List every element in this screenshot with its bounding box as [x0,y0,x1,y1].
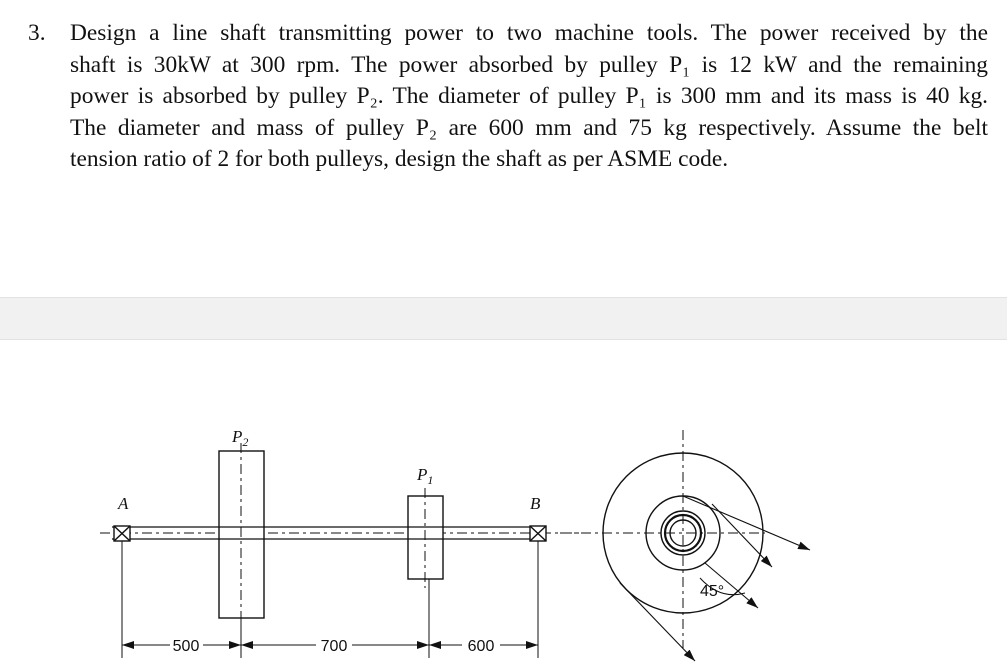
dimension-700: 700 [320,638,348,655]
problem-line: Design a line shaft transmitting power to two machine tools. The power received by the [70,20,988,46]
bearing-a [114,526,130,541]
pulley-p1-label: $P_1$ [417,465,434,487]
pulley-p2-label: $P_2$ [232,427,249,449]
problem-text [70,18,988,176]
bearing-a-label: A [118,494,129,513]
bearing-b-label: B [530,494,541,513]
problem-line: shaft is 30kW at 300 rpm. The power absorbed by pulley P₁ is 12 kW and the remaining [70,51,988,78]
pulley-end-view [560,430,765,648]
problem-line: The diameter and mass of pulley P₂ are 600 mm and 75 kg respectively. Assume the belt [70,114,988,141]
problem-number: 3. [28,20,46,46]
section-divider [0,297,1007,340]
dimension-500: 500 [172,638,200,655]
problem-line: tension ratio of 2 for both pulleys, design the shaft as per ASME code. [70,146,729,173]
problem-line: power is absorbed by pulley P₂. The diameter of pulley P₁ is 300 mm and its mass is 40 kg. [70,83,988,110]
shaft-diagram [0,338,1007,671]
shaft [100,527,580,539]
bearing-b [530,526,546,541]
dimension-600: 600 [467,638,495,655]
angle-label: 45° [700,583,725,600]
